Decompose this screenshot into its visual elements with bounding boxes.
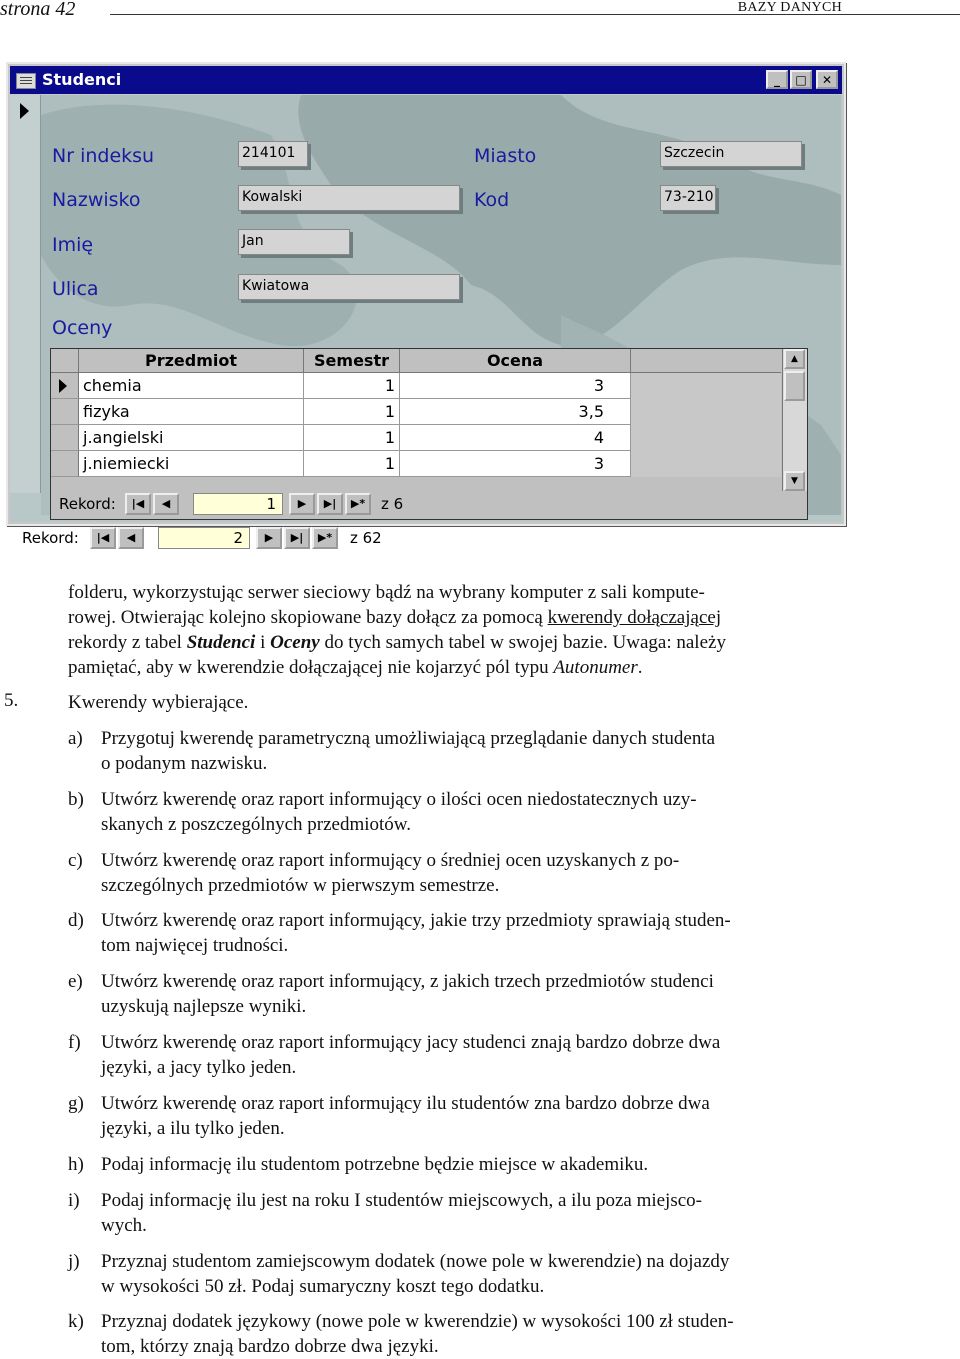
page-number: strona 42 bbox=[0, 0, 76, 20]
last-record-button[interactable]: ▶| bbox=[317, 493, 343, 515]
item-line: Utwórz kwerendę oraz raport informujący, z jakich trzech przedmiotów studenci bbox=[101, 971, 714, 992]
label-imie: Imię bbox=[52, 234, 94, 256]
text-span: rekordy z tabel bbox=[68, 632, 187, 653]
form-record-count: z 62 bbox=[350, 529, 382, 547]
text-span: do tych samych tabel w swojej bazie. Uwaga: należy bbox=[319, 632, 726, 653]
kod-field[interactable]: 73-210 bbox=[660, 185, 716, 211]
cell-przedmiot[interactable]: chemia bbox=[79, 373, 304, 399]
section-number: 5. bbox=[4, 690, 19, 711]
item-text bbox=[101, 1030, 850, 1080]
row-filler bbox=[631, 451, 781, 477]
current-record-indicator bbox=[20, 103, 29, 119]
first-record-button[interactable]: |◀ bbox=[90, 527, 116, 549]
subform-record-label: Rekord: bbox=[59, 495, 116, 513]
item-marker: i) bbox=[68, 1190, 80, 1211]
item-text bbox=[101, 908, 850, 958]
form-record-number[interactable]: 2 bbox=[158, 527, 250, 549]
table-row[interactable] bbox=[51, 451, 781, 477]
item-line: Przygotuj kwerendę parametryczną umożliwiającą przeglądanie danych studenta bbox=[101, 728, 716, 749]
header-rule bbox=[110, 14, 960, 15]
previous-record-button[interactable]: ◀ bbox=[153, 493, 179, 515]
item-line: Podaj informację ilu jest na roku I studentów miejscowych, a ilu poza miejsco- bbox=[101, 1190, 702, 1211]
close-button[interactable]: ✕ bbox=[816, 70, 838, 89]
item-text bbox=[101, 969, 850, 1019]
new-record-button[interactable]: ▶* bbox=[312, 527, 338, 549]
item-text bbox=[101, 1309, 850, 1359]
header-filler bbox=[631, 349, 781, 373]
row-selector[interactable] bbox=[51, 451, 79, 477]
kwerenda-link-text: kwerendy dołączającej bbox=[547, 607, 722, 628]
table-row[interactable] bbox=[51, 399, 781, 425]
text-span: pamiętać, aby w kwerendzie dołączającej nie kojarzyć pól typu bbox=[68, 657, 554, 678]
cell-ocena[interactable]: 4 bbox=[400, 425, 631, 451]
item-text bbox=[101, 1188, 850, 1238]
subform-record-count: z 6 bbox=[381, 495, 404, 513]
item-line: Utwórz kwerendę oraz raport informujący o ilości ocen niedostatecznych uzy- bbox=[101, 789, 697, 810]
row-selector[interactable] bbox=[51, 373, 79, 399]
item-line: w wysokości 50 zł. Podaj sumaryczny koszt tego dodatku. bbox=[101, 1276, 545, 1297]
item-marker: f) bbox=[68, 1032, 81, 1053]
item-line: Przyznaj dodatek językowy (nowe pole w kwerendzie) w wysokości 100 zł studen- bbox=[101, 1311, 734, 1332]
record-selector[interactable] bbox=[10, 95, 41, 493]
table-row[interactable] bbox=[51, 425, 781, 451]
item-marker: e) bbox=[68, 971, 83, 992]
running-title: BAZY DANYCH bbox=[737, 0, 842, 15]
first-record-button[interactable]: |◀ bbox=[125, 493, 151, 515]
scroll-down-button[interactable]: ▼ bbox=[784, 471, 805, 491]
minimize-button[interactable]: _ bbox=[766, 70, 788, 89]
form-record-label: Rekord: bbox=[22, 529, 79, 547]
item-line: Utwórz kwerendę oraz raport informujący ilu studentów zna bardzo dobrze dwa bbox=[101, 1093, 710, 1114]
item-text bbox=[101, 848, 850, 898]
scroll-up-button[interactable]: ▲ bbox=[784, 349, 805, 369]
item-line: skanych z poszczególnych przedmiotów. bbox=[101, 814, 412, 835]
table-name-oceny: Oceny bbox=[270, 632, 320, 653]
next-record-button[interactable]: ▶ bbox=[256, 527, 282, 549]
text-line: folderu, wykorzystując serwer sieciowy bądź na wybrany komputer z sali kompute- bbox=[68, 582, 705, 603]
item-text bbox=[101, 1152, 850, 1177]
item-marker: h) bbox=[68, 1154, 84, 1175]
item-text bbox=[101, 787, 850, 837]
cell-semestr[interactable]: 1 bbox=[304, 399, 400, 425]
row-filler bbox=[631, 399, 781, 425]
cell-semestr[interactable]: 1 bbox=[304, 373, 400, 399]
next-record-button[interactable]: ▶ bbox=[289, 493, 315, 515]
item-line: Utwórz kwerendę oraz raport informujący jacy studenci znają bardzo dobrze dwa bbox=[101, 1032, 721, 1053]
cell-semestr[interactable]: 1 bbox=[304, 451, 400, 477]
new-record-button[interactable]: ▶* bbox=[345, 493, 371, 515]
row-filler bbox=[631, 373, 781, 399]
col-header-semestr[interactable]: Semestr bbox=[304, 349, 400, 373]
item-marker: g) bbox=[68, 1093, 84, 1114]
col-header-ocena[interactable]: Ocena bbox=[400, 349, 631, 373]
row-selector[interactable] bbox=[51, 425, 79, 451]
item-line: szczególnych przedmiotów w pierwszym semestrze. bbox=[101, 875, 500, 896]
nazwisko-field[interactable]: Kowalski bbox=[238, 185, 460, 211]
studenci-form-window bbox=[6, 62, 846, 547]
table-row[interactable] bbox=[51, 373, 781, 399]
item-text bbox=[101, 1091, 850, 1141]
item-line: wych. bbox=[101, 1215, 147, 1236]
cell-ocena[interactable]: 3,5 bbox=[400, 399, 631, 425]
nr-indeksu-field[interactable]: 214101 bbox=[238, 141, 308, 167]
current-row-icon bbox=[59, 379, 67, 393]
item-line: Utwórz kwerendę oraz raport informujący, jakie trzy przedmioty sprawiają studen- bbox=[101, 910, 731, 931]
subform-record-navigator bbox=[57, 493, 797, 517]
text-span: . bbox=[637, 657, 643, 678]
label-nazwisko: Nazwisko bbox=[52, 189, 141, 211]
label-ulica: Ulica bbox=[52, 278, 99, 300]
previous-record-button[interactable]: ◀ bbox=[118, 527, 144, 549]
miasto-field[interactable]: Szczecin bbox=[660, 141, 802, 167]
item-line: Utwórz kwerendę oraz raport informujący o średniej ocen uzyskanych z po- bbox=[101, 850, 680, 871]
item-marker: d) bbox=[68, 910, 84, 931]
header-corner bbox=[51, 349, 79, 373]
row-selector[interactable] bbox=[51, 399, 79, 425]
cell-przedmiot[interactable]: fizyka bbox=[79, 399, 304, 425]
item-marker: c) bbox=[68, 850, 83, 871]
imie-field[interactable]: Jan bbox=[238, 229, 350, 255]
title-bar[interactable] bbox=[10, 66, 842, 94]
section-heading: Kwerendy wybierające. bbox=[68, 692, 249, 713]
grid-empty-area bbox=[51, 477, 781, 491]
last-record-button[interactable]: ▶| bbox=[284, 527, 310, 549]
cell-ocena[interactable]: 3 bbox=[400, 451, 631, 477]
item-marker: b) bbox=[68, 789, 84, 810]
text-span: rowej. Otwierając kolejno skopiowane bazy dołącz za pomocą bbox=[68, 607, 548, 628]
window-title: Studenci bbox=[42, 70, 122, 89]
item-line: o podanym nazwisku. bbox=[101, 753, 268, 774]
text-line bbox=[68, 630, 850, 655]
item-text bbox=[101, 1249, 850, 1299]
label-miasto: Miasto bbox=[474, 145, 537, 167]
item-line: Podaj informację ilu studentom potrzebne będzie miejsce w akademiku. bbox=[101, 1154, 649, 1175]
text-span: i bbox=[255, 632, 271, 653]
paragraph bbox=[68, 580, 850, 680]
item-line: Przyznaj studentom zamiejscowym dodatek (nowe pole w kwerendzie) na dojazdy bbox=[101, 1251, 730, 1272]
maximize-button[interactable]: □ bbox=[790, 70, 812, 89]
item-line: języki, a ilu tylko jeden. bbox=[101, 1118, 285, 1139]
subform-header bbox=[51, 349, 781, 373]
col-header-przedmiot[interactable]: Przedmiot bbox=[79, 349, 304, 373]
table-name-studenci: Studenci bbox=[186, 632, 256, 653]
item-line: tom, którzy znają bardzo dobrze dwa języki. bbox=[101, 1336, 439, 1357]
text-line bbox=[68, 605, 850, 630]
item-marker: j) bbox=[68, 1251, 80, 1272]
scroll-thumb[interactable] bbox=[784, 371, 805, 401]
oceny-subform bbox=[50, 348, 808, 520]
row-filler bbox=[631, 425, 781, 451]
cell-semestr[interactable]: 1 bbox=[304, 425, 400, 451]
form-record-navigator bbox=[20, 527, 820, 551]
item-line: języki, a jacy tylko jeden. bbox=[101, 1057, 297, 1078]
subform-record-number[interactable]: 1 bbox=[193, 493, 283, 515]
form-body bbox=[10, 95, 842, 547]
item-marker: k) bbox=[68, 1311, 84, 1332]
ulica-field[interactable]: Kwiatowa bbox=[238, 274, 460, 300]
item-marker: a) bbox=[68, 728, 83, 749]
label-oceny: Oceny bbox=[52, 317, 113, 339]
label-kod: Kod bbox=[474, 189, 510, 211]
text-line bbox=[68, 655, 850, 680]
item-text bbox=[101, 726, 850, 776]
subform-scrollbar[interactable] bbox=[782, 349, 807, 491]
label-nr-indeksu: Nr indeksu bbox=[52, 145, 155, 167]
item-line: uzyskują najlepsze wyniki. bbox=[101, 996, 307, 1017]
cell-przedmiot[interactable]: j.angielski bbox=[79, 425, 304, 451]
field-type-name: Autonumer bbox=[553, 657, 638, 678]
item-line: tom najwięcej trudności. bbox=[101, 935, 289, 956]
cell-ocena[interactable]: 3 bbox=[400, 373, 631, 399]
cell-przedmiot[interactable]: j.niemiecki bbox=[79, 451, 304, 477]
form-icon[interactable] bbox=[16, 73, 36, 89]
